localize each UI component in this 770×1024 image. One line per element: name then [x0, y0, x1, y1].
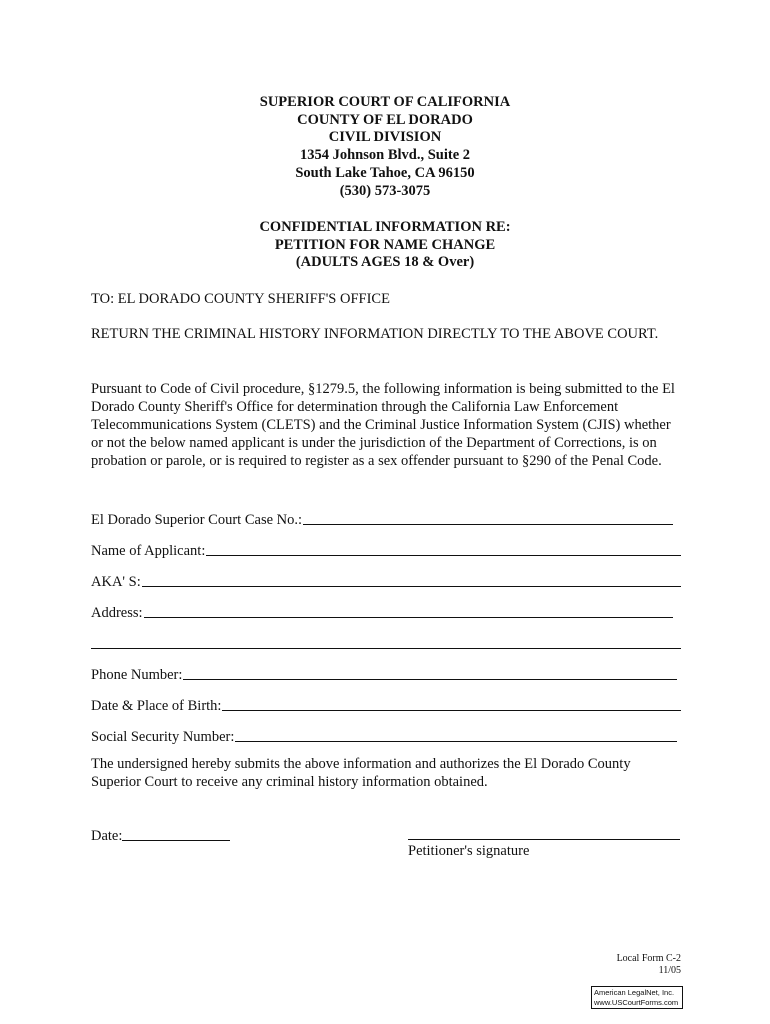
- applicant-name-label: Name of Applicant:: [91, 543, 206, 559]
- publisher-name: American LegalNet, Inc.: [594, 988, 675, 997]
- date-label: Date:: [91, 828, 123, 844]
- phone-field[interactable]: [91, 664, 677, 684]
- court-name: SUPERIOR COURT OF CALIFORNIA: [259, 94, 511, 110]
- form-title-line: PETITION FOR NAME CHANGE: [274, 236, 496, 253]
- address-field[interactable]: [91, 602, 673, 622]
- city-address: South Lake Tahoe, CA 96150: [295, 164, 475, 181]
- form-title-line: (ADULTS AGES 18 & Over): [295, 254, 475, 271]
- court-header: [0, 94, 770, 200]
- aka-field[interactable]: [91, 571, 681, 591]
- signature-line[interactable]: [408, 839, 680, 840]
- street-address: 1354 Johnson Blvd., Suite 2: [299, 147, 471, 164]
- birth-field[interactable]: [91, 695, 681, 715]
- date-field[interactable]: [91, 825, 230, 845]
- aka-line[interactable]: [142, 586, 681, 587]
- birth-line[interactable]: [222, 710, 681, 711]
- case-number-field[interactable]: [91, 509, 673, 529]
- recipient-line: TO: EL DORADO COUNTY SHERIFF'S OFFICE: [91, 291, 390, 307]
- form-title-line: CONFIDENTIAL INFORMATION RE:: [259, 219, 511, 235]
- return-instruction: RETURN THE CRIMINAL HISTORY INFORMATION DIRECTLY TO THE ABOVE COURT.: [91, 326, 659, 342]
- signature-label: Petitioner's signature: [408, 843, 530, 859]
- court-phone: (530) 573-3075: [339, 182, 431, 199]
- form-number: Local Form C-2: [616, 953, 681, 964]
- applicant-name-line[interactable]: [206, 555, 681, 556]
- address-label: Address:: [91, 605, 143, 621]
- division-name: CIVIL DIVISION: [328, 129, 442, 146]
- case-number-label: El Dorado Superior Court Case No.:: [91, 512, 303, 528]
- form-number-block: [617, 953, 681, 977]
- ssn-field[interactable]: [91, 726, 677, 746]
- county-name: COUNTY OF EL DORADO: [297, 111, 473, 128]
- address-line-2[interactable]: [91, 648, 681, 649]
- address-line[interactable]: [144, 617, 673, 618]
- form-title: [0, 219, 770, 272]
- birth-label: Date & Place of Birth:: [91, 698, 222, 714]
- case-number-line[interactable]: [303, 524, 673, 525]
- publisher-url: www.USCourtForms.com: [594, 997, 679, 1007]
- authorization-paragraph: The undersigned hereby submits the above information and authorizes the El Dorado County Superior Court to receive any criminal history information obtained.: [91, 756, 631, 790]
- phone-label: Phone Number:: [91, 667, 183, 683]
- form-revision-date: 11/05: [658, 965, 681, 976]
- ssn-line[interactable]: [235, 741, 677, 742]
- aka-label: AKA' S:: [91, 574, 141, 590]
- ssn-label: Social Security Number:: [91, 729, 235, 745]
- applicant-name-field[interactable]: [91, 540, 681, 560]
- date-line[interactable]: [122, 840, 230, 841]
- statutory-paragraph: Pursuant to Code of Civil procedure, §1279.5, the following information is being submitted to the El Dorado County Sheriff's Office for determination through the California Law Enforcement Telecommunications System (CLETS) and the Criminal Justice Information System (CJIS) whether or not the below named applicant is under the jurisdiction of the Department of Corrections, is on probation or parole, or is required to register as a sex offender pursuant to §290 of the Penal Code.: [91, 381, 675, 469]
- phone-line[interactable]: [183, 679, 677, 680]
- publisher-stamp: [591, 986, 683, 1009]
